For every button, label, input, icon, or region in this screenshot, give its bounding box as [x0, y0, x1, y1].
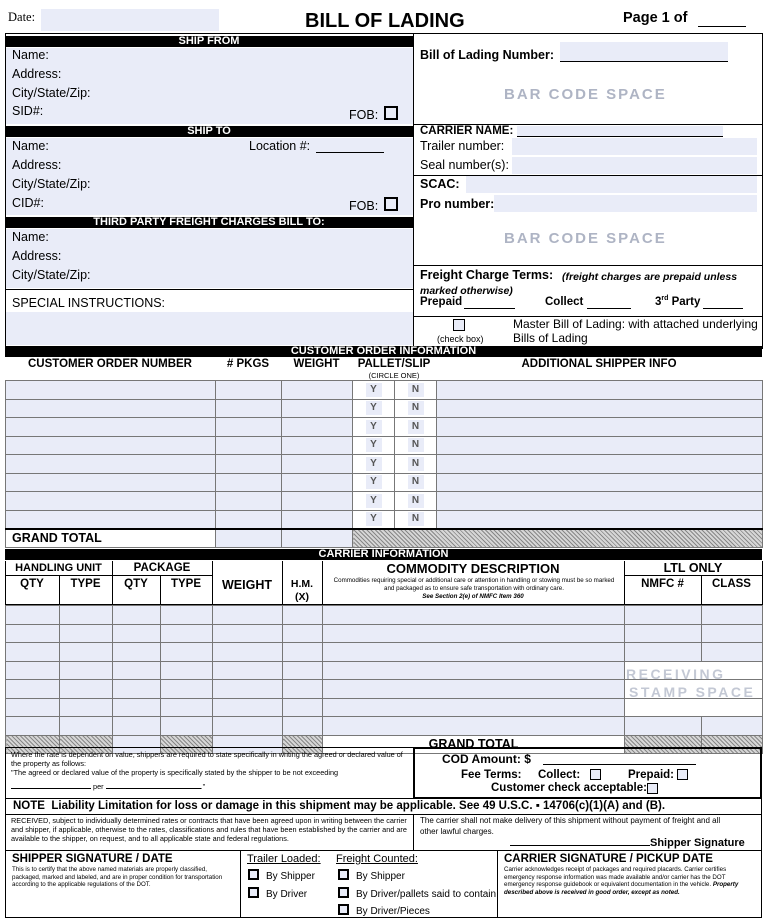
- third-party-name-label: Name:: [12, 230, 49, 244]
- carrier-info-cell[interactable]: [6, 698, 60, 717]
- carrier-sig-title: CARRIER SIGNATURE / PICKUP DATE: [504, 853, 713, 865]
- grand-total-pkgs[interactable]: [216, 529, 282, 548]
- pallet-no-cell[interactable]: [395, 473, 437, 492]
- carrier-info-cell[interactable]: [161, 717, 213, 736]
- grand-total-label: GRAND TOTAL: [6, 529, 216, 548]
- cod-amount-line[interactable]: [543, 764, 696, 765]
- carrier-info-cell[interactable]: [161, 643, 213, 662]
- commodity-note: Commodities requiring special or additional care or attention in handling or stowing must be so marked and packaged as to ensure safe transportation with ordinary care.: [333, 577, 615, 592]
- pkgs-cell[interactable]: [216, 455, 282, 474]
- carrier-info-cell[interactable]: [161, 661, 213, 680]
- cod-prepaid-checkbox[interactable]: [677, 769, 688, 780]
- weight-cell[interactable]: [282, 436, 353, 455]
- freight-terms-note: (freight charges are prepaid unless marked otherwise): [420, 271, 738, 297]
- pallet-no-cell[interactable]: [395, 418, 437, 437]
- customer-order-row: [6, 418, 763, 437]
- note-label: NOTE: [13, 800, 45, 812]
- carrier-info-cell[interactable]: [6, 643, 60, 662]
- collect-line[interactable]: [587, 308, 631, 309]
- col-pkgs: # PKGS: [226, 358, 270, 370]
- carrier-info-row: [6, 606, 763, 625]
- received-text: RECEIVED, subject to individually determined rates or contracts that have been agreed upon in writing between the carrier and shipper, if applicable, otherwise to the rates, classifications and rules that have been established by the carrier and are available to the shipper, on request, and to all applicable state and federal regulations.: [11, 816, 407, 843]
- pallet-no-option[interactable]: N: [408, 494, 424, 508]
- circle-one-label: (CIRCLE ONE): [368, 371, 420, 380]
- fee-terms-label: Fee Terms:: [461, 769, 522, 781]
- pallet-yes-cell[interactable]: [353, 510, 395, 529]
- seal-number-label: Seal number(s):: [420, 158, 509, 172]
- counted-by-shipper-label: By Shipper: [356, 871, 405, 882]
- pkgs-cell[interactable]: [216, 492, 282, 511]
- carrier-info-cell[interactable]: [113, 680, 161, 699]
- carrier-grand-total-label: GRAND TOTAL: [323, 735, 625, 754]
- pallet-yes-option[interactable]: Y: [366, 420, 382, 434]
- carrier-info-cell[interactable]: [6, 661, 60, 680]
- pallet-no-option[interactable]: N: [408, 438, 424, 452]
- customer-order-bar: CUSTOMER ORDER INFORMATION: [5, 346, 762, 357]
- seal-number-field[interactable]: [512, 157, 757, 174]
- customer-order-grand-total-row: [6, 529, 763, 548]
- carrier-info-cell[interactable]: [60, 606, 113, 625]
- prepaid-line[interactable]: [464, 308, 515, 309]
- pallet-no-cell[interactable]: [395, 381, 437, 400]
- pallet-yes-cell[interactable]: [353, 492, 395, 511]
- pkg-type-header: TYPE: [170, 578, 202, 590]
- scac-label: SCAC:: [420, 177, 460, 191]
- hm-x-header: (X): [295, 591, 309, 603]
- carrier-info-cell[interactable]: [283, 698, 323, 717]
- stamp-space-label: STAMP SPACE: [629, 684, 756, 700]
- ship-to-city-label: City/State/Zip:: [12, 177, 91, 191]
- pkgs-cell[interactable]: [216, 510, 282, 529]
- trailer-number-label: Trailer number:: [420, 139, 505, 153]
- carrier-info-cell[interactable]: [213, 698, 283, 717]
- bar-code-space-1: BAR CODE SPACE: [504, 86, 667, 103]
- pro-number-label: Pro number:: [420, 197, 495, 211]
- special-instructions-field[interactable]: [6, 312, 413, 345]
- pallet-no-option[interactable]: N: [408, 475, 424, 489]
- carrier-info-cell[interactable]: [213, 680, 283, 699]
- pallet-yes-option[interactable]: Y: [366, 475, 382, 489]
- additional-info-cell[interactable]: [437, 492, 763, 511]
- pallet-no-cell[interactable]: [395, 492, 437, 511]
- carrier-name-label: CARRIER NAME:: [420, 125, 514, 137]
- pro-number-field[interactable]: [494, 195, 757, 212]
- customer-order-row: [6, 473, 763, 492]
- carrier-info-cell[interactable]: [323, 643, 625, 662]
- collect-label: Collect: [545, 296, 584, 308]
- customer-order-table: [5, 380, 763, 548]
- ship-from-city-label: City/State/Zip:: [12, 86, 91, 100]
- carrier-info-cell[interactable]: [6, 680, 60, 699]
- weight-cell[interactable]: [282, 492, 353, 511]
- third-party-term-line[interactable]: [703, 308, 743, 309]
- carrier-info-cell[interactable]: [113, 624, 161, 643]
- carrier-info-cell[interactable]: [283, 643, 323, 662]
- carrier-info-cell[interactable]: [283, 717, 323, 736]
- weight-header: WEIGHT: [222, 578, 272, 592]
- carrier-info-cell[interactable]: [283, 624, 323, 643]
- carrier-info-cell[interactable]: [161, 624, 213, 643]
- carrier-info-cell[interactable]: [6, 624, 60, 643]
- carrier-info-cell[interactable]: [60, 698, 113, 717]
- pallet-yes-option[interactable]: Y: [366, 401, 382, 415]
- header: [5, 5, 762, 33]
- pallet-yes-cell[interactable]: [353, 455, 395, 474]
- order-number-cell[interactable]: [6, 492, 216, 511]
- weight-cell[interactable]: [282, 473, 353, 492]
- carrier-delivery-text: The carrier shall not make delivery of this shipment without payment of freight and all other lawful charges.: [420, 816, 721, 836]
- freight-counted-title: Freight Counted:: [336, 853, 418, 865]
- customer-order-row: [6, 381, 763, 400]
- carrier-info-cell[interactable]: [6, 717, 60, 736]
- additional-info-cell[interactable]: [437, 455, 763, 474]
- carrier-info-cell[interactable]: [60, 717, 113, 736]
- page-number-label: Page 1 of: [623, 10, 688, 26]
- pallet-yes-cell[interactable]: [353, 418, 395, 437]
- carrier-info-bar: CARRIER INFORMATION: [5, 549, 762, 560]
- carrier-sig-text: Carrier acknowledges receipt of packages and required placards. Carrier certifies emergency response information was made available and/or carrier has the DOT emergency response guidebook or equivalent documentation in the vehicle. Property described above is received in good order, except as noted.: [504, 866, 739, 896]
- bar-code-space-2: BAR CODE SPACE: [504, 230, 667, 247]
- weight-cell[interactable]: [282, 455, 353, 474]
- pallet-no-option[interactable]: N: [408, 457, 424, 471]
- ship-from-fob-label: FOB:: [349, 108, 379, 122]
- ship-from-fob-checkbox[interactable]: [384, 106, 398, 120]
- order-number-cell[interactable]: [6, 510, 216, 529]
- order-number-cell[interactable]: [6, 399, 216, 418]
- note-text: Liability Limitation for loss or damage in this shipment may be applicable. See 49 U.S.C. ▪ 14706(c)(1)(A) and (B).: [51, 800, 666, 812]
- master-bol-text: Master Bill of Lading: with attached underlying Bills of Lading: [513, 317, 758, 345]
- ship-from-sid-label: SID#:: [12, 104, 44, 118]
- ship-to-location-line[interactable]: [316, 152, 384, 153]
- order-number-cell[interactable]: [6, 436, 216, 455]
- carrier-info-cell[interactable]: [323, 661, 625, 680]
- ship-from-address-label: Address:: [12, 67, 62, 81]
- carrier-info-cell[interactable]: [323, 606, 625, 625]
- customer-check-checkbox[interactable]: [647, 783, 658, 794]
- carrier-info-cell[interactable]: [213, 606, 283, 625]
- grand-total-weight[interactable]: [282, 529, 353, 548]
- ship-to-location-label: Location #:: [249, 139, 311, 153]
- carrier-info-cell[interactable]: [283, 680, 323, 699]
- class-header: CLASS: [712, 578, 751, 590]
- shipper-signature-label: Shipper Signature: [650, 837, 745, 849]
- ship-to-address-label: Address:: [12, 158, 62, 172]
- trailer-by-driver-label: By Driver: [266, 889, 308, 900]
- pallet-yes-option[interactable]: Y: [366, 494, 382, 508]
- trailer-by-driver-checkbox[interactable]: [248, 887, 259, 898]
- cod-collect-label: Collect:: [538, 769, 581, 781]
- carrier-info-cell[interactable]: [213, 661, 283, 680]
- pkg-qty-header: QTY: [124, 578, 148, 590]
- carrier-info-cell[interactable]: [702, 624, 763, 643]
- cod-prepaid-label: Prepaid:: [628, 769, 675, 781]
- shipper-signature-line[interactable]: [510, 845, 650, 846]
- pallet-yes-option[interactable]: Y: [366, 438, 382, 452]
- third-party-city-label: City/State/Zip:: [12, 268, 91, 282]
- carrier-info-cell[interactable]: [161, 698, 213, 717]
- pkgs-cell[interactable]: [216, 473, 282, 492]
- customer-order-row: [6, 492, 763, 511]
- ltl-only-header: LTL ONLY: [663, 561, 723, 575]
- additional-info-cell[interactable]: [437, 418, 763, 437]
- value-note-text: Where the rate is dependent on value, shippers are required to state specifically in writing the agreed or declared value of the property as follows: "The agreed or declared value of the property is specifically stated by the shipper to be not exceeding per .": [11, 750, 403, 791]
- ship-to-name-label: Name:: [12, 139, 49, 153]
- pallet-no-cell[interactable]: [395, 399, 437, 418]
- carrier-info-cell[interactable]: [323, 624, 625, 643]
- freight-terms-label: Freight Charge Terms:: [420, 268, 554, 282]
- carrier-info-cell[interactable]: [213, 624, 283, 643]
- carrier-info-row: [6, 643, 763, 662]
- carrier-info-row: [6, 624, 763, 643]
- counted-by-driver-pallets-checkbox[interactable]: [338, 887, 349, 898]
- carrier-info-cell[interactable]: [60, 643, 113, 662]
- special-instructions-label: SPECIAL INSTRUCTIONS:: [12, 296, 166, 310]
- trailer-number-field[interactable]: [512, 138, 757, 155]
- scac-field[interactable]: [466, 176, 757, 193]
- carrier-info-cell[interactable]: [283, 661, 323, 680]
- ship-from-bar: SHIP FROM: [5, 36, 413, 47]
- counted-by-driver-pieces-label: By Driver/Pieces: [356, 906, 430, 917]
- carrier-info-cell[interactable]: [113, 698, 161, 717]
- carrier-info-cell[interactable]: [113, 717, 161, 736]
- pallet-yes-cell[interactable]: [353, 399, 395, 418]
- pallet-yes-option[interactable]: Y: [366, 457, 382, 471]
- carrier-info-cell[interactable]: [702, 717, 763, 736]
- order-number-cell[interactable]: [6, 473, 216, 492]
- customer-order-row: [6, 455, 763, 474]
- counted-by-shipper-checkbox[interactable]: [338, 869, 349, 880]
- master-bol-checkbox[interactable]: [453, 319, 465, 331]
- counted-by-driver-pieces-checkbox[interactable]: [338, 904, 349, 915]
- carrier-info-row: [6, 717, 763, 736]
- hu-type-header: TYPE: [70, 578, 101, 590]
- third-party-address-label: Address:: [12, 249, 62, 263]
- shipper-sig-text: This is to certify that the above named materials are properly classified, packaged, marked and labeled, and are in proper condition for transportation according to the applicable regulations of the DOT.: [12, 866, 223, 888]
- carrier-info-cell[interactable]: [625, 717, 702, 736]
- carrier-info-cell[interactable]: [323, 717, 625, 736]
- ship-from-name-label: Name:: [12, 48, 49, 62]
- weight-cell[interactable]: [282, 399, 353, 418]
- pallet-no-option[interactable]: N: [408, 420, 424, 434]
- pallet-no-option[interactable]: N: [408, 401, 424, 415]
- weight-cell[interactable]: [282, 381, 353, 400]
- pallet-no-cell[interactable]: [395, 436, 437, 455]
- cod-collect-checkbox[interactable]: [590, 769, 601, 780]
- third-party-bar: THIRD PARTY FREIGHT CHARGES BILL TO:: [5, 217, 413, 228]
- shipper-sig-title: SHIPPER SIGNATURE / DATE: [12, 853, 173, 865]
- carrier-name-field[interactable]: [517, 126, 723, 137]
- customer-order-row: [6, 436, 763, 455]
- pallet-no-option[interactable]: N: [408, 512, 424, 526]
- receiving-stamp-cell: [625, 698, 763, 717]
- carrier-info-cell[interactable]: [323, 698, 625, 717]
- carrier-info-cell[interactable]: [60, 624, 113, 643]
- third-party-term-label: 3rd Party: [655, 295, 701, 308]
- commodity-see: See Section 2(e) of NMFC Item 360: [422, 593, 524, 600]
- col-additional-info: ADDITIONAL SHIPPER INFO: [521, 358, 677, 370]
- additional-info-cell[interactable]: [437, 510, 763, 529]
- pallet-yes-cell[interactable]: [353, 473, 395, 492]
- carrier-info-cell[interactable]: [625, 624, 702, 643]
- ship-to-cid-label: CID#:: [12, 196, 44, 210]
- hu-qty-header: QTY: [20, 578, 44, 590]
- pkgs-cell[interactable]: [216, 399, 282, 418]
- order-number-cell[interactable]: [6, 381, 216, 400]
- handling-unit-header: HANDLING UNIT: [15, 562, 102, 574]
- carrier-info-cell[interactable]: [60, 661, 113, 680]
- col-customer-order: CUSTOMER ORDER NUMBER: [28, 358, 192, 370]
- carrier-info-cell[interactable]: [60, 680, 113, 699]
- weight-cell[interactable]: [282, 418, 353, 437]
- commodity-header: COMMODITY DESCRIPTION: [386, 561, 560, 576]
- col-weight: WEIGHT: [293, 358, 340, 370]
- trailer-loaded-title: Trailer Loaded:: [247, 853, 321, 865]
- pallet-no-option[interactable]: N: [408, 383, 424, 397]
- customer-check-label: Customer check acceptable:: [491, 782, 647, 794]
- carrier-info-cell[interactable]: [323, 680, 625, 699]
- carrier-info-cell[interactable]: [283, 606, 323, 625]
- liability-note: [5, 799, 762, 814]
- check-box-label: (check box): [437, 334, 484, 344]
- carrier-info-cell[interactable]: [113, 661, 161, 680]
- page-total-field[interactable]: [698, 26, 746, 27]
- carrier-info-cell[interactable]: [113, 643, 161, 662]
- pkgs-cell[interactable]: [216, 381, 282, 400]
- date-label: Date:: [8, 10, 36, 24]
- pallet-yes-option[interactable]: Y: [366, 383, 382, 397]
- trailer-by-shipper-label: By Shipper: [266, 871, 315, 882]
- pkgs-cell[interactable]: [216, 418, 282, 437]
- carrier-info-cell[interactable]: [6, 606, 60, 625]
- customer-order-row: [6, 510, 763, 529]
- carrier-info-cell[interactable]: [213, 643, 283, 662]
- package-header: PACKAGE: [133, 562, 191, 574]
- nmfc-header: NMFC #: [641, 578, 684, 590]
- carrier-info-cell[interactable]: [161, 680, 213, 699]
- receiving-stamp-label: RECEIVING: [626, 666, 726, 682]
- grand-total-hatched: [353, 529, 763, 548]
- carrier-info-cell[interactable]: [702, 606, 763, 625]
- pallet-yes-cell[interactable]: [353, 436, 395, 455]
- ship-to-fob-checkbox[interactable]: [384, 197, 398, 211]
- bol-number-field[interactable]: [560, 42, 728, 62]
- pallet-yes-option[interactable]: Y: [366, 512, 382, 526]
- pallet-no-cell[interactable]: [395, 455, 437, 474]
- customer-order-row: [6, 399, 763, 418]
- ship-to-bar: SHIP TO: [5, 126, 413, 137]
- carrier-info-cell[interactable]: [213, 717, 283, 736]
- carrier-info-cell[interactable]: [161, 606, 213, 625]
- page-title: BILL OF LADING: [305, 10, 465, 32]
- additional-info-cell[interactable]: [437, 399, 763, 418]
- ship-to-fob-label: FOB:: [349, 199, 379, 213]
- trailer-by-shipper-checkbox[interactable]: [248, 869, 259, 880]
- weight-cell[interactable]: [282, 510, 353, 529]
- order-number-cell[interactable]: [6, 418, 216, 437]
- carrier-info-cell[interactable]: [702, 643, 763, 662]
- hm-header: H.M.: [290, 578, 314, 590]
- carrier-info-row: [6, 698, 763, 717]
- carrier-info-cell[interactable]: [625, 606, 702, 625]
- carrier-info-cell[interactable]: [625, 643, 702, 662]
- carrier-info-cell[interactable]: [113, 606, 161, 625]
- order-number-cell[interactable]: [6, 455, 216, 474]
- pallet-yes-cell[interactable]: [353, 381, 395, 400]
- additional-info-cell[interactable]: [437, 381, 763, 400]
- additional-info-cell[interactable]: [437, 473, 763, 492]
- col-pallet: PALLET/SLIP: [357, 358, 431, 370]
- cod-amount-label: COD Amount: $: [442, 752, 531, 766]
- date-field[interactable]: [41, 9, 219, 31]
- prepaid-label: Prepaid: [420, 296, 463, 308]
- additional-info-cell[interactable]: [437, 436, 763, 455]
- pkgs-cell[interactable]: [216, 436, 282, 455]
- counted-by-driver-pallets-label: By Driver/pallets said to contain: [356, 889, 497, 900]
- bol-number-label: Bill of Lading Number:: [420, 48, 555, 62]
- pallet-no-cell[interactable]: [395, 510, 437, 529]
